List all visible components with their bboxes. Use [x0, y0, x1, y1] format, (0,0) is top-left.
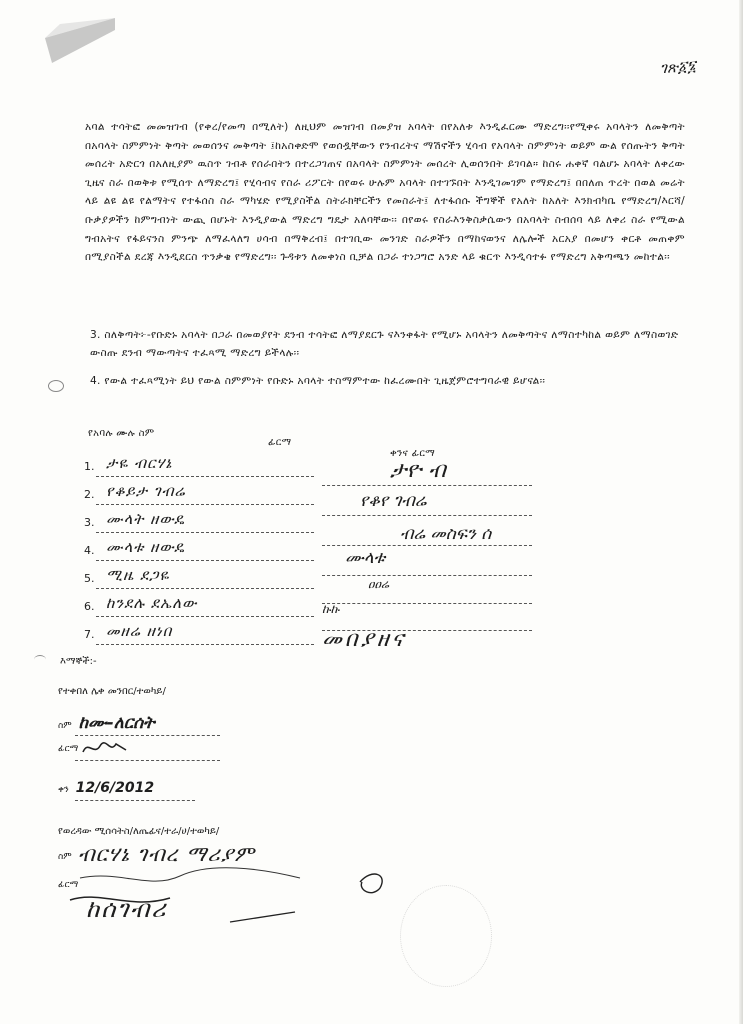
member-name: መዘሬ ዘነበ [106, 622, 173, 640]
member-row [84, 512, 314, 534]
member-signature: ዐዐሬ [368, 577, 390, 591]
clause-3-penalties: 3. ስለቅጣት፦-የቡድኑ አባላት በጋራ በመወያየት ደንብ ተሳትፎ ለማያደርጉ ናእንቀፋት የሚሆኑ አባላትን ለመቅጣትና ለማስተካከል ወይም ለማስወገድ ውስጡ ደንብ ማውጣትና ተፈጻሚ ማድረግ ይችላሉ፡፡ [90, 329, 679, 359]
receiver-sign-label: ፊርማ [58, 744, 79, 754]
date-signature-header: ቀንና ፊርማ [390, 448, 436, 459]
faded-stamp [400, 885, 492, 987]
member-name: ሙላት ዘውዴ [106, 510, 186, 528]
member-row [84, 596, 314, 618]
receiver-date-label: ቀን [58, 785, 69, 795]
receiver-sign-line [75, 760, 220, 761]
receiver-signature-scribble [80, 738, 130, 760]
member-row [84, 456, 314, 478]
dotted-line [96, 616, 314, 617]
receiver-date-field [58, 780, 154, 796]
dotted-line [96, 504, 314, 505]
member-row [84, 624, 314, 646]
receiver-name-label: ስም [58, 721, 72, 731]
dotted-line [96, 588, 314, 589]
member-name: የቆይታ ገብሬ [106, 482, 186, 500]
member-number: 3. [84, 516, 95, 529]
receiver-date-value: 12/6/2012 [75, 780, 155, 796]
office-sign-label: ፊርማ [58, 880, 79, 890]
receiver-date-line [75, 800, 195, 801]
member-signature: መበያዘና [322, 627, 407, 652]
member-signature: ኩኩ [322, 602, 340, 616]
signature-line [322, 485, 532, 486]
member-name: ሚዜ ደጋዬ [106, 566, 170, 584]
member-signature: ሙላቱ [345, 548, 386, 568]
member-number: 7. [84, 628, 95, 641]
receiver-heading: የተቀበለ ሌቀ መንበር/ተወካይ/ [58, 686, 166, 697]
office-name-label: ስም [58, 852, 72, 862]
member-number: 2. [84, 488, 95, 501]
office-heading: የወረዳው ሚሰሳትስ/ለጤፊና/ተራ/ሀ/ተወካይ/ [58, 826, 220, 837]
member-name: ሙላቱ ዘውዴ [106, 538, 186, 556]
member-row [84, 484, 314, 506]
member-number: 5. [84, 572, 95, 585]
clause-4-effectiveness: 4. የውል ተፈጻሚነት ይህ የውል ስምምነት የቡድኑ አባላት ተስማምተው ከፈረሙበት ጊዜጀምሮተግባራዊ ይሆናል፡፡ [90, 375, 546, 387]
agreement-body-text: አባል ተሳትፎ መመዝገብ (የቀረ/የመጣ በሚለት) ለዚህም መዝገብ በመያዝ አባላት በየአለቱ እንዲፈርሙ ማድረግ፡፡የሚቀሩ አባላትን ለመቅጣት በአባላት ስምምነት ቅጣት መወሰንና መቅጣት ፤ከአስቀድሞ የወሰዷቸውን የንብረትና ማሽኖችን ሂሳብ የአባላት ስምምነት ወይም ውል የሰጡትን ቅጣት መሰረት አድርጎ በአለዚያም ዉስጥ ገብቶ የሰራበትን በተረጋገጠና በአባላት ስምምነት መሰረት ሊወሰንበት ይገባል። ከስሩ ሐቀኛ ባልሆኑ አባላት ለቀረው ጊዜና ስራ በወቅቱ የሚሰጥ ለማድረግ፤ የሂሳብና የስራ ሪፖርት በየወሩ ሁሉም አባላት በተገኙበት እንዲገመገም የማድረግ፤ በበለጠ ጥረት በወል መሬት ላይ ልዩ ልዩ የልማትና የተፋሰስ ስራ ማካሄድ የሚያስችል ስትራክቸርችን የመስራት፤ ለተፋሰሱ ችግኞች የአለት ከአለት እንክብካቤ የማድረግ/እርሻ/ ቡቃያዎችን ከምግብነት ውጪ በሆኑት እንዲያውል ማድረግ ግዴታ አለባቸው፡፡ በየወሩ የስራእንቅስቃሴውን በአባላት ስብሰባ ላይ ለቀሪ ስራ የሚውል ግብአትና የፋይናንስ ምንጭ ለማፈላለግ ሀሳብ በማቅረብ፤ በተገቢው መንገድ ስራዎችን በማከናወንና ለሌሎች አርአያ በመሆን ቀርቶ መጠቀም በሚያስችል ደረጃ እንዲደርስ ጥንቃቄ የማድረግ፡፡ ጉዳቱን ለመቀነስ ቢቻል በጋራ ተነጋግሮ አንድ ላይ ቁርጥ እንዲሳተፉ የማድረግ አቅጣጫን መከተል፡፡ [85, 121, 686, 264]
receiver-name-line [75, 735, 220, 736]
office-name-value: ብርሃኔ ገብረ ማሪያም [78, 842, 256, 866]
punch-hole-mark [34, 655, 46, 664]
member-name: ከንደሉ ደኤለው [106, 594, 198, 612]
scan-edge-shadow [739, 0, 743, 1024]
dotted-line [96, 476, 314, 477]
signature-line [322, 545, 532, 546]
dotted-line [96, 644, 314, 645]
punch-hole-mark [48, 380, 64, 392]
member-signature: ታዮ ብ [390, 458, 446, 483]
handwritten-scribbles [60, 860, 390, 940]
member-signature: ብሬ መስፍን ሰ [400, 524, 492, 544]
member-row [84, 568, 314, 590]
member-name: ታዬ ብርሃኔ [106, 454, 173, 472]
member-number: 1. [84, 460, 95, 473]
office-sign-value: ከሰገብሪ [86, 895, 168, 923]
witnesses-label: እማኞች:- [60, 656, 97, 667]
member-number: 4. [84, 544, 95, 557]
member-row [84, 540, 314, 562]
signature-line [322, 515, 532, 516]
receiver-name-field [58, 713, 155, 733]
receiver-name-value: ከሙ-ለርሰት [78, 713, 155, 733]
member-signature: የቆየ ገብሬ [360, 491, 427, 511]
member-name-header: የአባሉ ሙሉ ስም [88, 428, 155, 439]
folded-corner-mark [40, 18, 120, 78]
page-number-mark: ገጽ፩፮ [659, 56, 697, 78]
signature-header: ፊርማ [268, 437, 292, 448]
dotted-line [96, 532, 314, 533]
signature-line [322, 575, 532, 576]
member-number: 6. [84, 600, 95, 613]
signature-line [322, 603, 532, 604]
dotted-line [96, 560, 314, 561]
